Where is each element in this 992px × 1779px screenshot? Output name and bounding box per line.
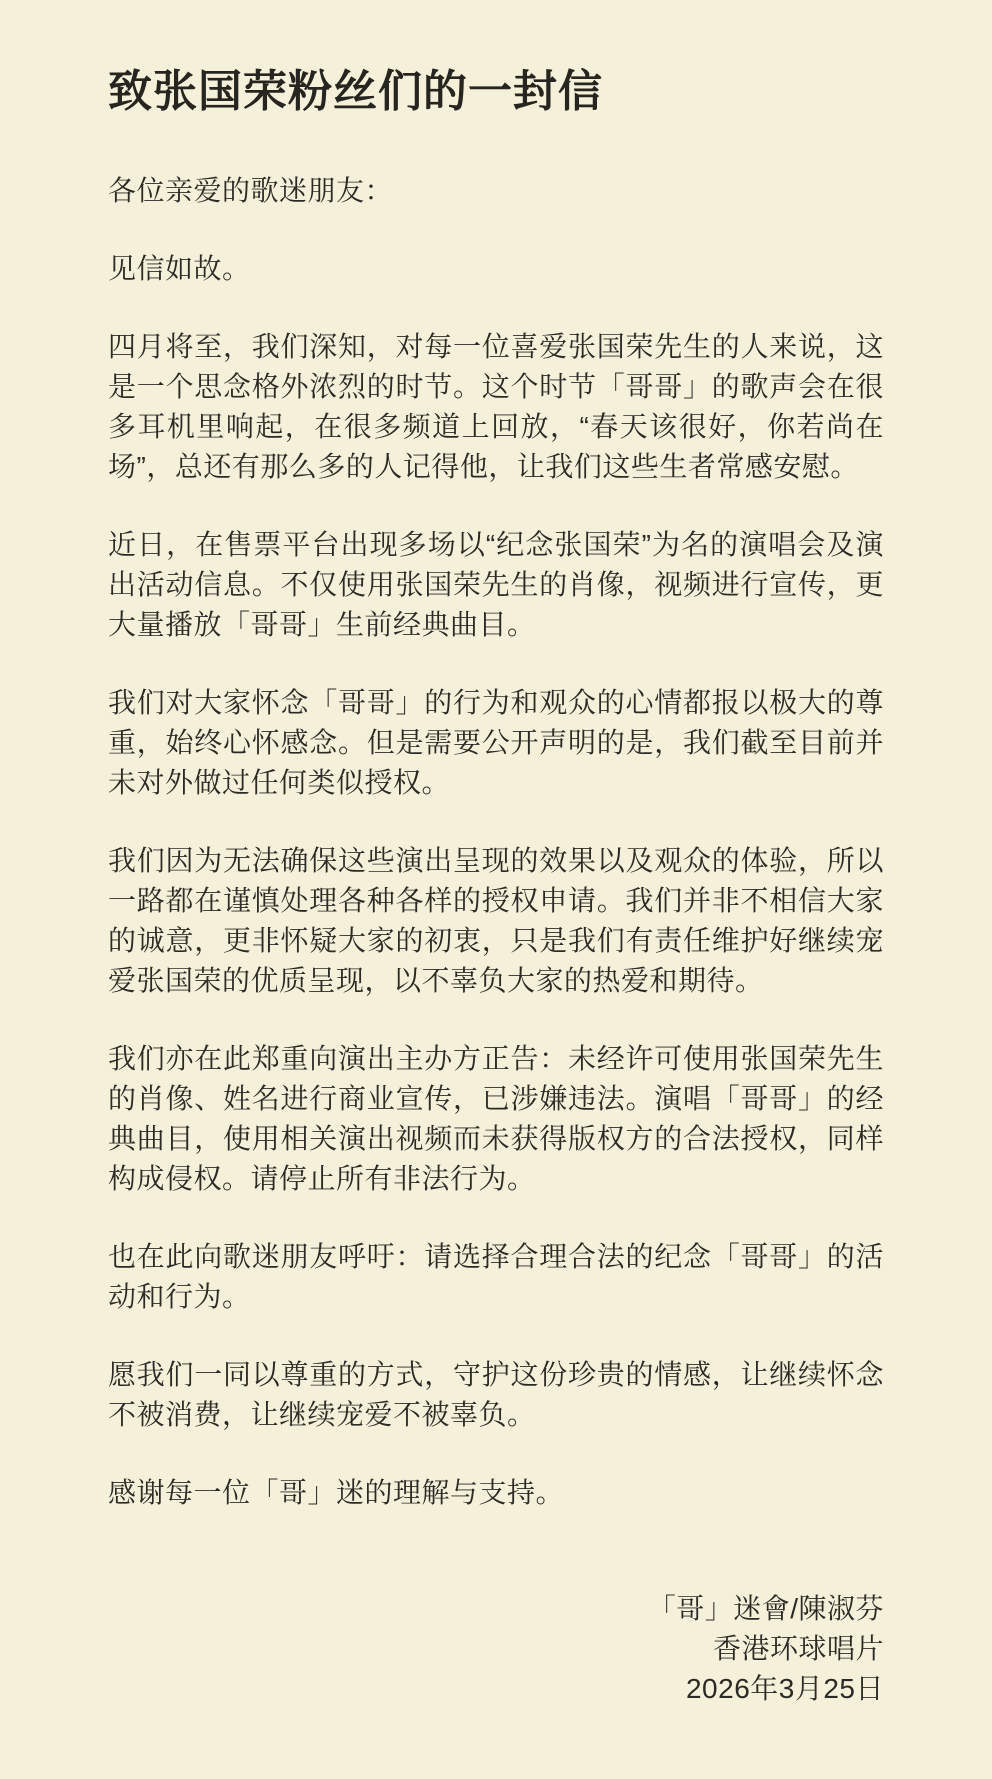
signature-block — [108, 1589, 884, 1709]
letter-title: 致张国荣粉丝们的一封信 — [108, 67, 603, 116]
letter-paragraph-warning-organizers: 我们亦在此郑重向演出主办方正告：未经许可使用张国荣先生的肖像、姓名进行商业宣传，已涉嫌违法。演唱「哥哥」的经典曲目，使用相关演出视频而未获得版权方的合法授权，同样构成侵权。请停止所有非法行为。 — [108, 1043, 884, 1194]
letter-paragraph-ticketing-platforms: 近日，在售票平台出现多场以“纪念张国荣”为名的演唱会及演出活动信息。不仅使用张国荣先生的肖像，视频进行宣传，更大量播放「哥哥」生前经典曲目。 — [108, 529, 884, 640]
letter-paragraph-no-authorization: 我们对大家怀念「哥哥」的行为和观众的心情都报以极大的尊重，始终心怀感念。但是需要公开声明的是，我们截至目前并未对外做过任何类似授权。 — [108, 687, 884, 798]
letter-greeting: 各位亲爱的歌迷朋友： — [108, 175, 394, 206]
signature-date: 2026年3月25日 — [685, 1673, 884, 1704]
letter-paragraph-appeal-to-fans: 也在此向歌迷朋友呼吁：请选择合理合法的纪念「哥哥」的活动和行为。 — [108, 1241, 884, 1312]
signature-company: 香港环球唱片 — [712, 1633, 884, 1664]
letter-paragraph-thanks: 感谢每一位「哥」迷的理解与支持。 — [108, 1477, 565, 1508]
letter-paragraph-opening: 见信如故。 — [108, 253, 251, 284]
letter-paragraph-cautious-licensing: 我们因为无法确保这些演出呈现的效果以及观众的体验，所以一路都在谨慎处理各种各样的授权申请。我们并非不相信大家的诚意，更非怀疑大家的初衷，只是我们有责任维护好继续宠爱张国荣的优质呈现，以不辜负大家的热爱和期待。 — [108, 845, 884, 996]
letter-paragraph-april: 四月将至，我们深知，对每一位喜爱张国荣先生的人来说，这是一个思念格外浓烈的时节。这个时节「哥哥」的歌声会在很多耳机里响起，在很多频道上回放，“春天该很好，你若尚在场”，总还有那么多的人记得他，让我们这些生者常感安慰。 — [108, 331, 884, 482]
letter-paragraph-wish: 愿我们一同以尊重的方式，守护这份珍贵的情感，让继续怀念不被消费，让继续宠爱不被辜负。 — [108, 1359, 884, 1430]
signature-organization: 「哥」迷會/陳淑芬 — [647, 1593, 884, 1624]
